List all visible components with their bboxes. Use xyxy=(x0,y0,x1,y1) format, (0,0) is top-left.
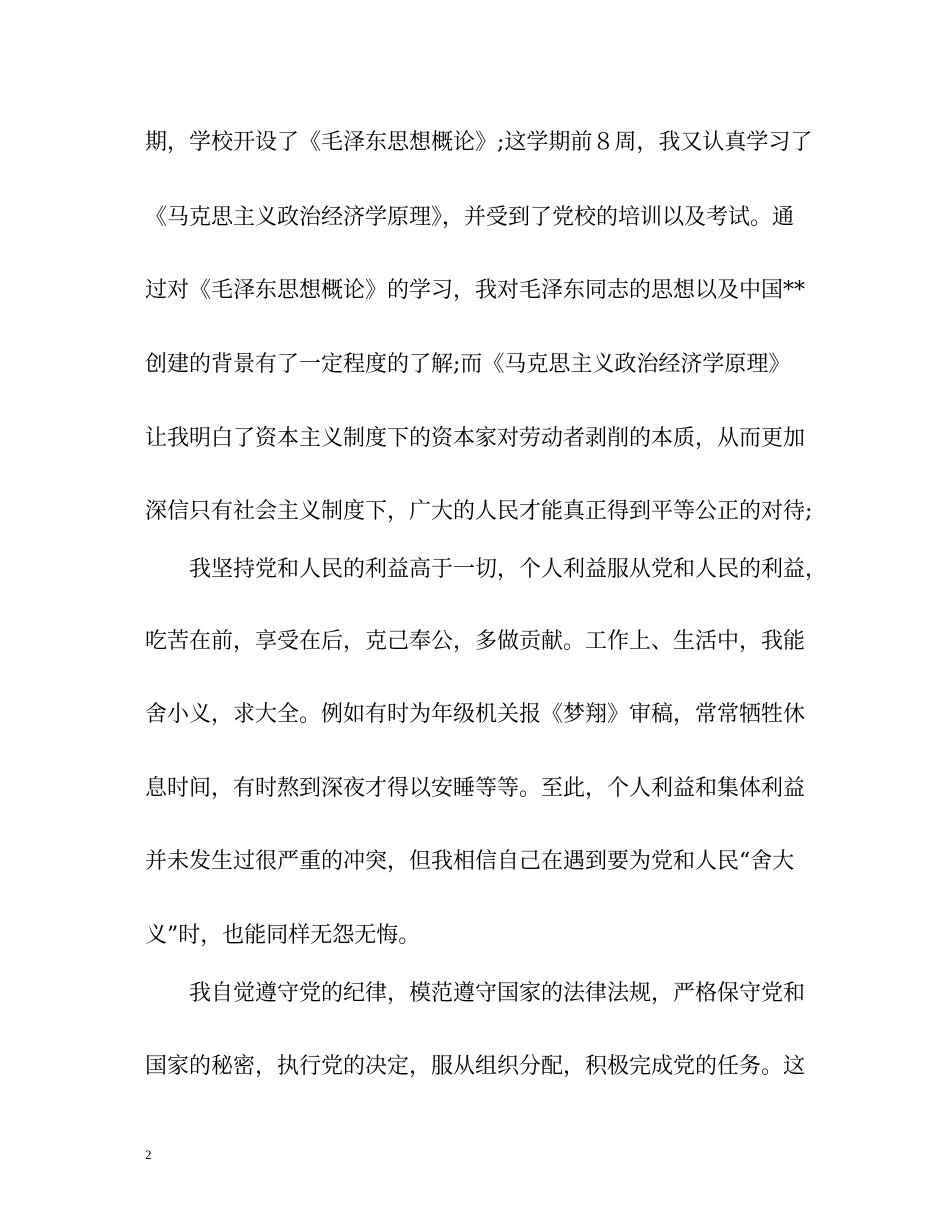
text-line: 创建的背景有了一定程度的了解;而《马克思主义政治经济学原理》 xyxy=(145,352,791,377)
text-line: 过对《毛泽东思想概论》的学习，我对毛泽东同志的思想以及中国** xyxy=(145,278,806,303)
text-line: 义”时，也能同样无怨无悔。 xyxy=(145,923,421,948)
text-line: 让我明白了资本主义制度下的资本家对劳动者剥削的本质，从而更加 xyxy=(145,426,806,451)
text-line: 吃苦在前，享受在后，克己奉公，多做贡献。工作上、生活中，我能 xyxy=(145,629,806,654)
paragraph-first-line: 我坚持党和人民的利益高于一切，个人利益服从党和人民的利益， xyxy=(189,557,828,582)
paragraph-first-line: 我自觉遵守党的纪律，模范遵守国家的法律法规，严格保守党和 xyxy=(189,981,806,1006)
text-line: 息时间，有时熬到深夜才得以安睡等等。至此，个人利益和集体利益 xyxy=(145,776,806,801)
text-line: 期，学校开设了《毛泽东思想概论》;这学期前８周，我又认真学习了 xyxy=(145,130,813,155)
text-line: 《马克思主义政治经济学原理》，并受到了党校的培训以及考试。通 xyxy=(145,205,795,230)
text-line: 舍小义，求大全。例如有时为年级机关报《梦翔》审稿，常常牺牲休 xyxy=(145,702,806,727)
text-line: 深信只有社会主义制度下，广大的人民才能真正得到平等公正的对待; xyxy=(145,499,813,524)
text-line: 并未发生过很严重的冲突，但我相信自己在遇到要为党和人民“舍大 xyxy=(145,849,795,874)
page-number: 2 xyxy=(145,1147,152,1162)
text-line: 国家的秘密，执行党的决定，服从组织分配，积极完成党的任务。这 xyxy=(145,1054,806,1079)
